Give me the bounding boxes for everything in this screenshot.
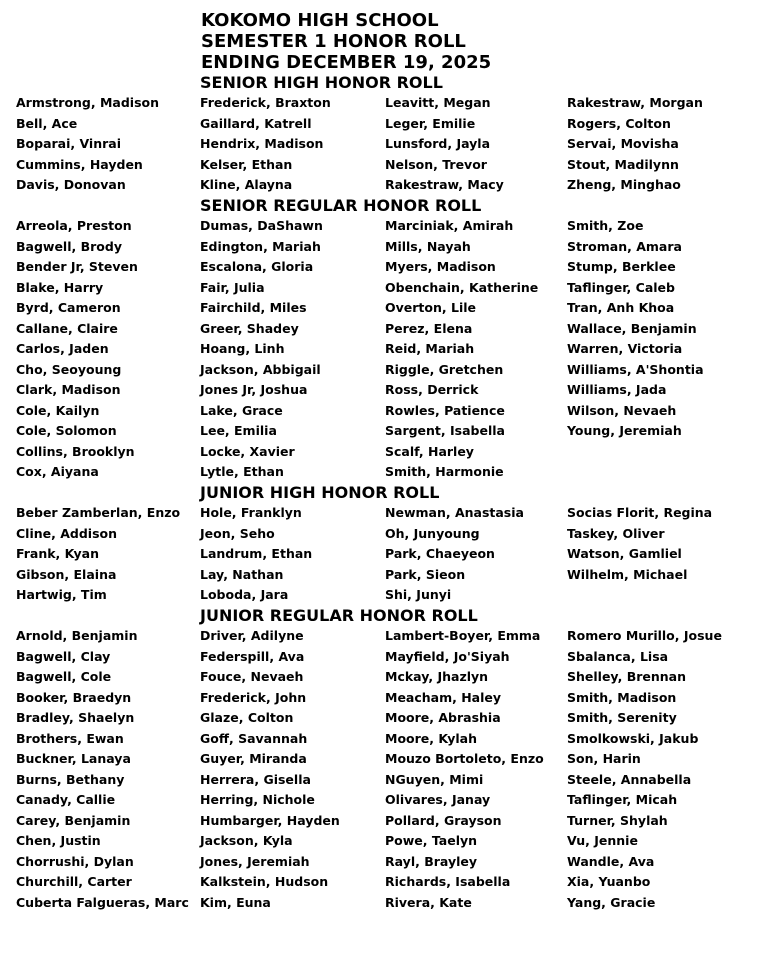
- student-name: Newman, Anastasia: [385, 505, 524, 520]
- student-name: Shelley, Brennan: [567, 669, 687, 684]
- student-name: Mills, Nayah: [385, 238, 471, 254]
- student-name: Bradley, Shaelyn: [16, 710, 135, 725]
- student-name: Rogers, Colton: [567, 115, 671, 131]
- student-name: Bender Jr, Steven: [16, 259, 138, 274]
- student-name: Loboda, Jara: [200, 587, 289, 602]
- student-name: Meacham, Haley: [385, 689, 502, 705]
- student-name: Goff, Savannah: [200, 730, 308, 746]
- student-name: Callane, Claire: [16, 320, 118, 336]
- student-name: Booker, Braedyn: [16, 689, 132, 705]
- student-name: Wandle, Ava: [567, 853, 655, 869]
- student-name: Rayl, Brayley: [385, 853, 478, 869]
- student-name: Driver, Adilyne: [200, 628, 304, 643]
- student-name: Mckay, Jhazlyn: [385, 669, 489, 684]
- student-name: Riggle, Gretchen: [385, 361, 504, 377]
- student-name: Powe, Taelyn: [385, 833, 478, 848]
- student-name: Smith, Serenity: [567, 710, 677, 725]
- student-name: Clark, Madison: [16, 382, 121, 397]
- student-name: Churchill, Carter: [16, 874, 132, 889]
- student-name: Sbalanca, Lisa: [567, 648, 669, 664]
- student-name: Jeon, Seho: [200, 525, 275, 541]
- semester-title: SEMESTER 1 HONOR ROLL: [201, 31, 466, 52]
- student-name: Marciniak, Amirah: [385, 218, 514, 233]
- student-name: Perez, Elena: [385, 320, 473, 336]
- student-name: Wallace, Benjamin: [567, 320, 697, 336]
- student-name: Warren, Victoria: [567, 341, 683, 356]
- document-title: [201, 10, 721, 73]
- student-name: Arnold, Benjamin: [16, 628, 138, 643]
- student-name: Zheng, Minghao: [567, 177, 681, 192]
- junior-high-honor-roll-heading: JUNIOR HIGH HONOR ROLL: [200, 483, 440, 502]
- student-name: Williams, A'Shontia: [567, 361, 704, 377]
- student-name: Lunsford, Jayla: [385, 136, 491, 151]
- student-name: Glaze, Colton: [200, 710, 294, 725]
- student-name: Herring, Nichole: [200, 792, 315, 807]
- student-name: Rakestraw, Macy: [385, 177, 504, 192]
- student-name: Moore, Kylah: [385, 730, 478, 746]
- student-name: Brothers, Ewan: [16, 730, 124, 746]
- student-name: Ross, Derrick: [385, 382, 479, 397]
- student-name: Herrera, Gisella: [200, 771, 311, 787]
- student-name: Rivera, Kate: [385, 894, 472, 910]
- student-name: Lay, Nathan: [200, 566, 284, 582]
- student-name: Kelser, Ethan: [200, 156, 293, 172]
- student-name: Buckner, Lanaya: [16, 751, 131, 766]
- student-name: Stump, Berklee: [567, 259, 676, 274]
- student-name: Williams, Jada: [567, 382, 667, 397]
- student-name: Greer, Shadey: [200, 320, 299, 336]
- student-name: Cole, Kailyn: [16, 402, 100, 418]
- student-name: Blake, Harry: [16, 279, 104, 295]
- student-name: Frank, Kyan: [16, 546, 100, 561]
- student-name: Jones, Jeremiah: [200, 853, 310, 869]
- student-name: Vu, Jennie: [567, 833, 638, 848]
- student-name: Carlos, Jaden: [16, 341, 109, 356]
- student-name: Obenchain, Katherine: [385, 279, 539, 295]
- student-name: Edington, Mariah: [200, 238, 321, 254]
- student-name: Jones Jr, Joshua: [200, 382, 308, 397]
- student-name: Olivares, Janay: [385, 792, 491, 807]
- student-name: Lambert-Boyer, Emma: [385, 628, 541, 643]
- student-name: Smith, Madison: [567, 689, 677, 705]
- student-name: Hartwig, Tim: [16, 587, 107, 602]
- student-name: Lytle, Ethan: [200, 464, 284, 479]
- student-name: NGuyen, Mimi: [385, 771, 484, 787]
- senior-regular-honor-roll-heading: SENIOR REGULAR HONOR ROLL: [200, 196, 482, 215]
- student-name: Lake, Grace: [200, 402, 283, 418]
- student-name: Pollard, Grayson: [385, 812, 502, 828]
- student-name: Bagwell, Clay: [16, 648, 111, 664]
- student-name: Rakestraw, Morgan: [567, 95, 703, 110]
- student-name: Hole, Franklyn: [200, 505, 302, 520]
- student-name: Jackson, Kyla: [200, 833, 293, 848]
- student-name: Tran, Anh Khoa: [567, 300, 675, 315]
- student-name: Stroman, Amara: [567, 238, 682, 254]
- student-name: Federspill, Ava: [200, 648, 305, 664]
- school-name: KOKOMO HIGH SCHOOL: [201, 10, 439, 31]
- student-name: Frederick, John: [200, 689, 307, 705]
- student-name: Park, Sieon: [385, 566, 466, 582]
- student-name: Hoang, Linh: [200, 341, 285, 356]
- ending-date: ENDING DECEMBER 19, 2025: [201, 52, 492, 73]
- student-name: Davis, Donovan: [16, 177, 126, 192]
- student-name: Cuberta Falgueras, Marc: [16, 894, 189, 910]
- student-name: Richards, Isabella: [385, 874, 511, 889]
- student-name: Sargent, Isabella: [385, 423, 505, 438]
- student-name: Collins, Brooklyn: [16, 443, 135, 459]
- student-name: Jackson, Abbigail: [200, 361, 321, 377]
- junior-regular-honor-roll-heading: JUNIOR REGULAR HONOR ROLL: [200, 606, 478, 625]
- student-name: Cummins, Hayden: [16, 156, 143, 172]
- student-name: Boparai, Vinrai: [16, 136, 122, 151]
- student-name: Cox, Aiyana: [16, 464, 99, 479]
- student-name: Fairchild, Miles: [200, 300, 307, 315]
- student-name: Kalkstein, Hudson: [200, 874, 329, 889]
- student-name: Bell, Ace: [16, 115, 78, 131]
- student-name: Burns, Bethany: [16, 771, 125, 787]
- student-name: Steele, Annabella: [567, 771, 692, 787]
- student-name: Mayfield, Jo'Siyah: [385, 648, 510, 664]
- student-name: Locke, Xavier: [200, 443, 295, 459]
- student-name: Kline, Alayna: [200, 177, 293, 192]
- student-name: Socias Florit, Regina: [567, 505, 713, 520]
- student-name: Scalf, Harley: [385, 443, 474, 459]
- student-name: Guyer, Miranda: [200, 751, 307, 766]
- student-name: Smith, Zoe: [567, 218, 644, 233]
- student-name: Cline, Addison: [16, 525, 118, 541]
- student-name: Cho, Seoyoung: [16, 361, 122, 377]
- student-name: Frederick, Braxton: [200, 95, 331, 110]
- student-name: Servai, Movisha: [567, 136, 679, 151]
- student-name: Reid, Mariah: [385, 341, 475, 356]
- student-name: Taskey, Oliver: [567, 525, 665, 541]
- student-name: Wilhelm, Michael: [567, 566, 688, 582]
- student-name: Wilson, Nevaeh: [567, 402, 677, 418]
- student-name: Shi, Junyi: [385, 587, 452, 602]
- student-name: Lee, Emilia: [200, 423, 277, 438]
- senior-high-honor-roll-heading: SENIOR HIGH HONOR ROLL: [200, 73, 443, 92]
- student-name: Young, Jeremiah: [567, 423, 682, 438]
- student-name: Beber Zamberlan, Enzo: [16, 505, 181, 520]
- student-name: Bagwell, Cole: [16, 669, 112, 684]
- student-name: Leavitt, Megan: [385, 95, 491, 110]
- student-name: Overton, Lile: [385, 300, 476, 315]
- student-name: Smolkowski, Jakub: [567, 730, 699, 746]
- student-name: Taflinger, Micah: [567, 792, 678, 807]
- student-name: Kim, Euna: [200, 894, 271, 910]
- student-name: Chen, Justin: [16, 833, 101, 848]
- student-name: Xia, Yuanbo: [567, 874, 651, 889]
- student-name: Gaillard, Katrell: [200, 115, 312, 131]
- student-name: Fouce, Nevaeh: [200, 669, 304, 684]
- student-name: Hendrix, Madison: [200, 136, 324, 151]
- student-name: Park, Chaeyeon: [385, 546, 495, 561]
- student-name: Mouzo Bortoleto, Enzo: [385, 751, 544, 766]
- student-name: Rowles, Patience: [385, 402, 505, 418]
- student-name: Escalona, Gloria: [200, 259, 314, 274]
- student-name: Moore, Abrashia: [385, 710, 501, 725]
- student-name: Cole, Solomon: [16, 423, 117, 438]
- student-name: Taflinger, Caleb: [567, 279, 675, 295]
- student-name: Armstrong, Madison: [16, 95, 160, 110]
- student-name: Smith, Harmonie: [385, 464, 504, 479]
- student-name: Arreola, Preston: [16, 218, 132, 233]
- student-name: Chorrushi, Dylan: [16, 853, 134, 869]
- student-name: Dumas, DaShawn: [200, 218, 323, 233]
- student-name: Son, Harin: [567, 751, 641, 766]
- student-name: Yang, Gracie: [567, 894, 656, 910]
- student-name: Gibson, Elaina: [16, 566, 117, 582]
- student-name: Stout, Madilynn: [567, 156, 679, 172]
- student-name: Humbarger, Hayden: [200, 812, 340, 828]
- student-name: Watson, Gamliel: [567, 546, 682, 561]
- student-name: Canady, Callie: [16, 792, 116, 807]
- student-name: Fair, Julia: [200, 279, 265, 295]
- student-name: Landrum, Ethan: [200, 546, 313, 561]
- student-name: Oh, Junyoung: [385, 525, 480, 541]
- student-name: Romero Murillo, Josue: [567, 628, 722, 643]
- student-name: Leger, Emilie: [385, 115, 476, 131]
- student-name: Byrd, Cameron: [16, 300, 121, 315]
- student-name: Nelson, Trevor: [385, 156, 487, 172]
- student-name: Turner, Shylah: [567, 812, 668, 828]
- student-name: Bagwell, Brody: [16, 238, 122, 254]
- student-name: Myers, Madison: [385, 259, 496, 274]
- student-name: Carey, Benjamin: [16, 812, 131, 828]
